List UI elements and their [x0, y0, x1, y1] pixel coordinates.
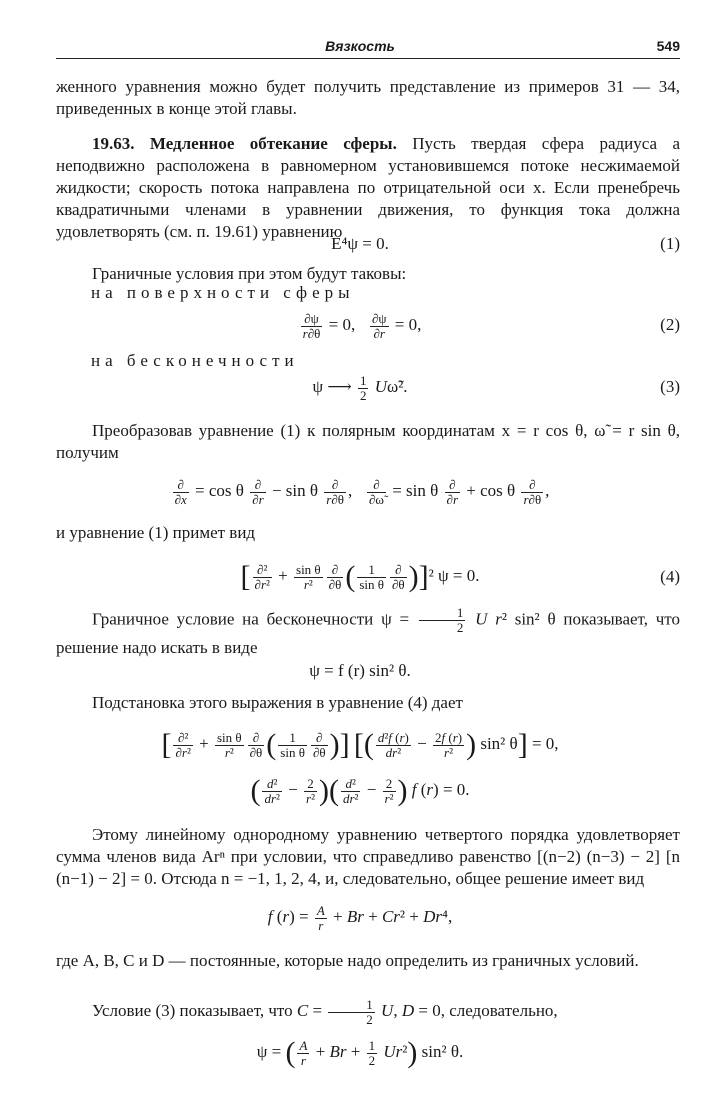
equation-1-number: (1) [660, 234, 680, 253]
equation-ode: ( $\frac{\text{d²}}{\text{dr²}}$ − $\frac{2}{\text{r²}}$ )( $\frac{\text{d²}}{\text{dr²}}$ − $\frac{2}{\text{r²}}$ ) f (r) = 0. [250, 774, 470, 808]
bc-infinity-text-a: Граничное условие на бесконечности [92, 609, 374, 629]
equation-4: [ ∂² ∂r² + $\frac{\text{sin θ}}{\text{r²}}$ ∂ ∂θ ( $\frac{1}{\text{sin θ}}$ ∂ ∂θ )]² ψ = 0. [240, 560, 480, 594]
linear-equation-paragraph: Этому линейному однородному уравнению четвертого порядка удовлетворяет сумма членов вида Arⁿ при условии, что справедливо равенство [(n−2) (n−3) − 2] [n (n−1) − 2] = 0. Отсюда n = −1, 1, 2, 4, и, следовательно, общее решение имеет вид [56, 825, 680, 888]
condition-text-b: следовательно, [449, 1001, 558, 1020]
section-number: 19.63. [92, 134, 135, 153]
bc-infinity-text-b: показывает, что решение надо искать в виде [56, 609, 680, 657]
equation-3: ψ ⟶ $\frac{1}{2}$ Uω̃². [312, 372, 408, 403]
equation-2-number: (2) [660, 315, 680, 334]
equation-psi-form: ψ = f (r) sin² θ. [309, 661, 411, 680]
bc-infinity-paragraph: Граничное условие на бесконечности ψ = $\frac{1}{2}$ U r² sin² θ показывает, что решение надо искать в виде [56, 605, 680, 657]
equation-2: $\frac{\partial\psi}{r\partial\theta}$ = 0, $\frac{\partial\psi}{\partial r}$ = 0, [302, 310, 422, 341]
transform-paragraph: Преобразовав уравнение (1) к полярным координатам x = r cos θ, ω̃ = r sin θ, получим [56, 421, 680, 462]
equation-3-number: (3) [660, 377, 680, 396]
eq1-form-paragraph: и уравнение (1) примет вид [56, 523, 256, 542]
at-infinity-label: на бесконечности [91, 351, 299, 370]
constants-paragraph: где A, B, C и D — постоянные, которые надо определить из граничных условий. [56, 951, 639, 970]
condition-paragraph: Условие (3) показывает, что C = $\frac{1}{2}$ U, D = 0, следовательно, [92, 996, 558, 1027]
header-rule [56, 58, 680, 59]
general-solution: f (r) = $\frac{A}{r}$ + Br + Cr² + Dr⁴, [267, 902, 453, 933]
condition-text-a: Условие (3) показывает, что [92, 1001, 293, 1020]
running-header-title: Вязкость [325, 38, 395, 54]
section-text: Пусть твердая сфера радиуса a неподвижно расположена в равномерном установившемся потоке несжимаемой жидкости; скорость потока направлена по отрицательной оси x. Если пренебречь квадратичными членами в уравнении движения, то функция тока должна удовлетворять (см. п. 19.61) уравнению [56, 134, 681, 241]
section-title: Медленное обтекание сферы. [149, 134, 397, 153]
equation-4-number: (4) [660, 567, 680, 586]
equation-substituted: [ ∂² ∂r² + $\frac{\text{sin θ}}{\text{r²}}$ ∂ ∂θ ( $\frac{1}{\text{sin θ}}$ ∂ ∂θ )] [( $\frac{\text{d²f (r)}}{\text{dr²}}$ − $\frac{2f (r)}{\text{r²}}$ ) sin² θ] = 0, [161, 728, 559, 762]
equation-1: E⁴ψ = 0. [331, 234, 389, 253]
substitution-paragraph: Подстановка этого выражения в уравнение (4) дает [92, 693, 463, 712]
boundary-intro: Граничные условия при этом будут таковы: [92, 264, 407, 283]
page-number: 549 [656, 38, 680, 54]
derivative-relations: ∂ ∂x = cos θ ∂ ∂r − sin θ ∂ r∂θ , ∂ ∂ω̃ = sin θ ∂ ∂r + cos θ ∂ r∂θ , [174, 476, 550, 507]
on-sphere-label: на поверхности сферы [91, 283, 355, 302]
intro-paragraph: женного уравнения можно будет получить представление из примеров 31 — 34, приведенных в конце этой главы. [56, 77, 680, 118]
section-paragraph [56, 133, 680, 243]
final-solution: ψ = ( $\frac{A}{r}$ + Br + $\frac{1}{2}$ Ur²) sin² θ. [256, 1036, 464, 1070]
